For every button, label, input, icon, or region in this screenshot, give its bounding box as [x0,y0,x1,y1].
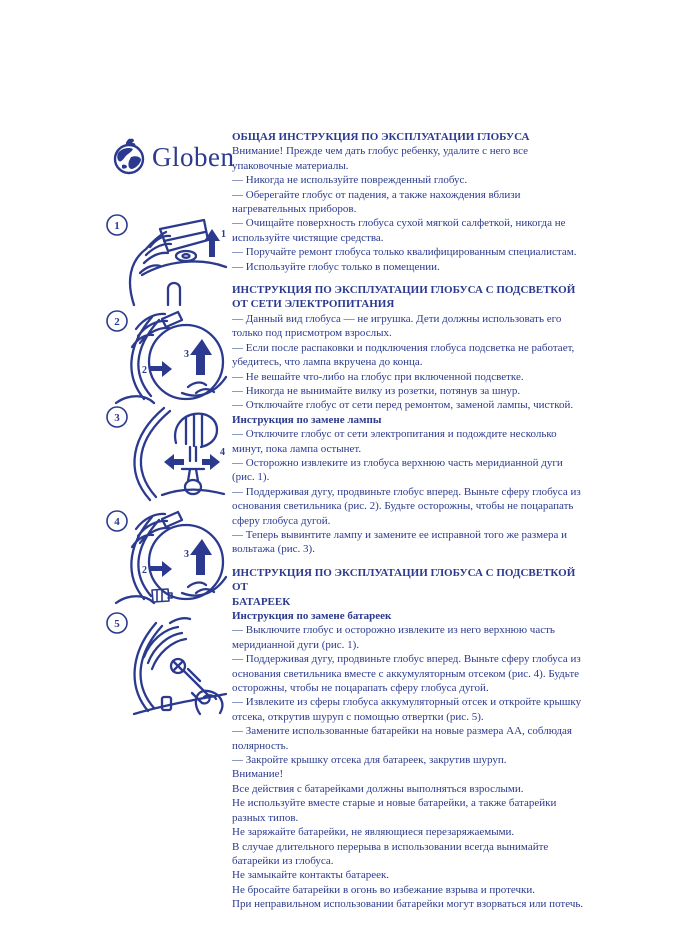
globe-logo-icon [112,138,150,176]
figure-4-remove-sphere-battery [104,507,230,612]
globen-logo [112,138,234,176]
heading-line: ИНСТРУКЦИЯ ПО ЭКСПЛУАТАЦИИ ГЛОБУСА С ПОДСВЕТКОЙ ОТ [232,566,576,594]
instruction-line: — Поручайте ремонт глобуса только квалифицированным специалистам. [232,246,577,259]
instruction-line: — Закройте крышку отсека для батареек, закрутив шуруп. [232,754,507,767]
subsection-battery-heading: Инструкция по замене батареек [232,610,392,622]
instruction-line: — Поддерживая дугу, продвиньте глобус вперед. Выньте сферу глобуса из основания светильника (рис. 2). Будьте осторожны, чтобы не поцарапать сферу глобуса дугой. [232,485,581,527]
instruction-line: — Оберегайте глобус от падения, а также нахождения вблизи нагревательных приборов. [232,188,521,216]
instruction-line: В случае длительного перерыва в использовании всегда вынимайте батарейки из глобуса. [232,840,549,867]
section-mains-power [232,283,585,557]
instruction-line: Не используйте вместе старые и новые батарейки, а также батарейки разных типов. [232,797,557,824]
arrow-right-icon [150,561,172,577]
figure-5-open-battery-cover [104,609,230,722]
instruction-line: Не заряжайте батарейки, не являющиеся перезаряжаемыми. [232,826,515,839]
arrow-right-icon [202,454,220,470]
instruction-line: — Очищайте поверхность глобуса сухой мягкой салфеткой, никогда не используйте чистящие средства. [232,217,566,244]
figure-number: 1 [114,220,120,232]
instruction-line: При неправильном использовании батарейки могут взорваться или потечь. [232,898,584,911]
section-battery-power [232,566,585,912]
arrow-label: 4 [220,447,225,458]
arrow-left-icon [164,454,184,470]
instruction-line: — Отключите глобус от сети электропитания и подождите несколько минут, пока лампа остынет. [232,428,557,455]
instruction-line: — Никогда не используйте поврежденный глобус. [232,174,468,187]
brand-name: Globen [152,141,235,172]
figure-1-remove-arc-tip [104,211,230,312]
arrow-label: 2 [142,365,147,376]
instruction-line: — Если после распаковки и подключения глобуса подсветка не работает, убедитесь, что лампа вкручена до конца. [232,341,575,369]
section-battery-heading [232,566,585,609]
instruction-line: Все действия с батарейками должны выполняться взрослыми. [232,782,524,795]
section-general-heading [232,130,585,144]
arrow-label: 1 [221,229,226,240]
arrow-right-icon [150,361,172,377]
figure-3-replace-lamp [104,403,230,508]
instruction-line: Не замыкайте контакты батареек. [232,869,390,882]
instruction-line: — Теперь вывинтите лампу и замените ее исправной того же размера и вольтажа (рис. 3). [232,528,567,556]
heading-line: БАТАРЕЕК [232,595,291,608]
arrow-up-icon [190,539,212,575]
heading-line: ОБЩАЯ ИНСТРУКЦИЯ ПО ЭКСПЛУАТАЦИИ ГЛОБУСА [232,131,530,143]
instructions-column [232,130,585,912]
section-general [232,130,585,274]
instruction-line: — Извлеките из сферы глобуса аккумуляторный отсек и откройте крышку отсека, открутив шуруп с помощью отвертки (рис. 5). [232,696,582,723]
subsection-lamp-heading: Инструкция по замене лампы [232,413,382,426]
attention-label: Внимание! [232,768,284,781]
instruction-line: Не бросайте батарейки в огонь во избежание взрыва и протечки. [232,883,536,896]
figure-number: 3 [114,412,120,424]
heading-line: ОТ СЕТИ ЭЛЕКТРОПИТАНИЯ [232,298,395,311]
arrow-label: 2 [142,565,147,576]
figure-2-remove-sphere [104,307,230,412]
arrow-up-icon [190,339,212,375]
heading-line: ИНСТРУКЦИЯ ПО ЭКСПЛУАТАЦИИ ГЛОБУСА С ПОДСВЕТКОЙ [232,284,576,297]
instruction-line: — Поддерживая дугу, продвиньте глобус вперед. Выньте сферу глобуса из основания светильника вместе с аккумуляторным отсеком (рис. 4). Будьте осторожны, чтобы не поцарапать сферу глобуса дугой. [232,653,581,695]
section-mains-heading [232,283,585,312]
figure-number: 5 [114,618,120,630]
instruction-line: — Осторожно извлеките из глобуса верхнюю часть меридианной дуги (рис. 1). [232,456,563,484]
instruction-line: — Никогда не вынимайте вилку из розетки, потянув за шнур. [232,384,521,397]
figure-number: 2 [114,316,120,328]
instruction-line: Внимание! Прежде чем дать глобус ребенку, удалите с него все упаковочные материалы. [232,145,529,172]
arrow-label: 3 [184,549,189,560]
figure-number: 4 [114,516,120,528]
instruction-line: — Не вешайте что-либо на глобус при включенной подсветке. [232,370,524,383]
instruction-line: — Данный вид глобуса — не игрушка. Дети должны использовать его только под присмотром взрослых. [232,312,562,340]
instruction-line: — Выключите глобус и осторожно извлеките из него верхнюю часть меридианной дуги (рис. 1). [232,624,555,651]
instruction-line: — Отключайте глобус от сети перед ремонтом, заменой лампы, чисткой. [232,399,574,412]
instruction-line: — Используйте глобус только в помещении. [232,260,440,273]
arrow-label: 3 [184,349,189,360]
instruction-line: — Замените использованные батарейки на новые размера АА, соблюдая полярность. [232,725,572,752]
